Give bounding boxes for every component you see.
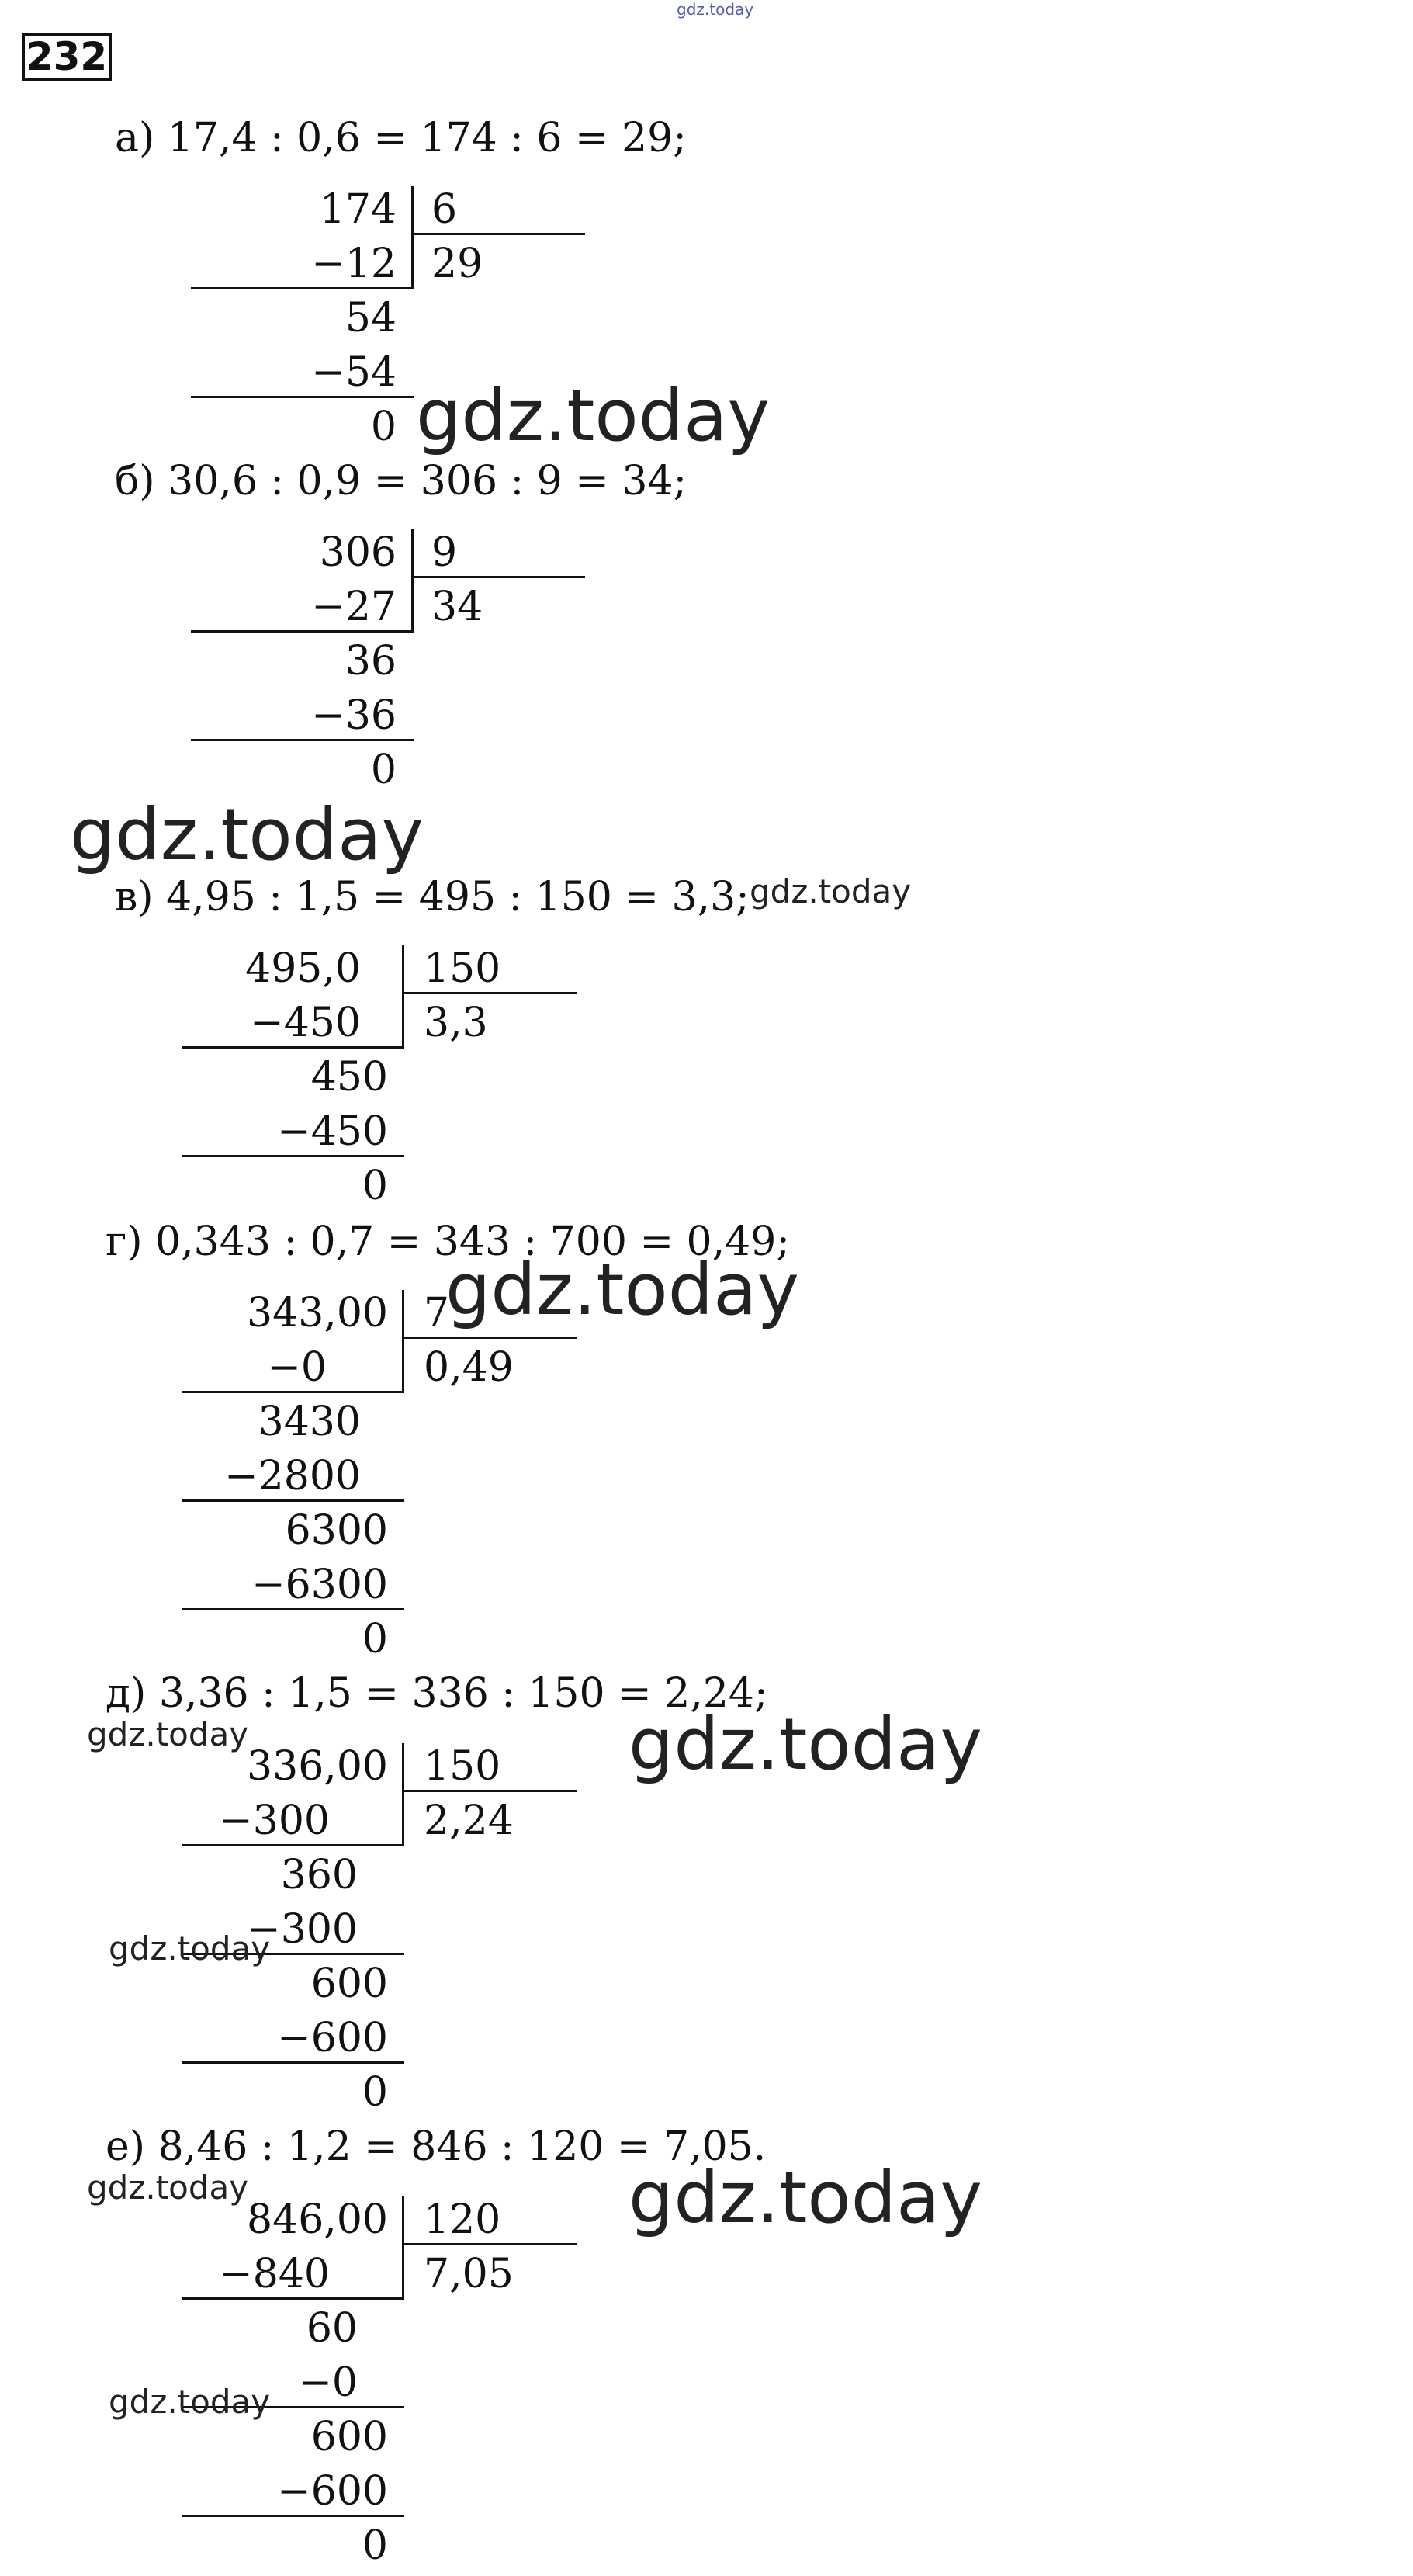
division-bar bbox=[402, 2196, 404, 2299]
quotient: 0,49 bbox=[424, 1344, 514, 1391]
step-underline bbox=[182, 1608, 404, 1610]
dividend: 343,00 bbox=[247, 1290, 388, 1337]
watermark: gdz.today bbox=[629, 2156, 982, 2239]
divisor: 9 bbox=[431, 529, 458, 576]
quotient-line bbox=[402, 1790, 577, 1792]
quotient-line bbox=[402, 992, 577, 994]
divisor: 6 bbox=[431, 186, 458, 233]
equation-e: е) 8,46 : 1,2 = 846 : 120 = 7,05. bbox=[106, 2124, 767, 2170]
dividend: 174 bbox=[319, 186, 397, 233]
divisor: 120 bbox=[424, 2196, 501, 2243]
watermark: gdz.today bbox=[750, 872, 912, 910]
step-underline bbox=[182, 1844, 404, 1846]
remainder: 0 bbox=[362, 1163, 388, 1209]
equation-a: а) 17,4 : 0,6 = 174 : 6 = 29; bbox=[115, 115, 687, 161]
step-underline bbox=[182, 2061, 404, 2064]
equation-d: д) 3,36 : 1,5 = 336 : 150 = 2,24; bbox=[106, 1670, 768, 1717]
step: −600 bbox=[277, 2015, 388, 2061]
watermark: gdz.today bbox=[70, 793, 424, 876]
dividend: 495,0 bbox=[245, 945, 361, 992]
step-underline bbox=[182, 1155, 404, 1157]
quotient: 3,3 bbox=[424, 1000, 488, 1046]
watermark: gdz.today bbox=[629, 1703, 982, 1786]
step: −450 bbox=[250, 1000, 361, 1046]
step: 360 bbox=[280, 1852, 358, 1898]
step: −600 bbox=[277, 2468, 388, 2515]
quotient-line bbox=[402, 1337, 577, 1339]
step: −36 bbox=[311, 692, 397, 739]
watermark: gdz.today bbox=[109, 2383, 271, 2421]
step: −300 bbox=[219, 1798, 330, 1844]
dividend: 336,00 bbox=[247, 1743, 388, 1790]
dividend: 306 bbox=[319, 529, 397, 576]
step: 600 bbox=[310, 2414, 388, 2460]
step: −54 bbox=[311, 349, 397, 396]
division-bar bbox=[411, 186, 414, 289]
step: 3430 bbox=[258, 1399, 361, 1445]
division-bar bbox=[402, 945, 404, 1048]
watermark: gdz.today bbox=[109, 1929, 271, 1968]
step: −2800 bbox=[224, 1453, 361, 1499]
equation-g: г) 0,343 : 0,7 = 343 : 700 = 0,49; bbox=[106, 1219, 790, 1265]
watermark: gdz.today bbox=[445, 1248, 799, 1331]
step-underline bbox=[191, 630, 414, 633]
division-bar bbox=[402, 1290, 404, 1392]
step: −840 bbox=[219, 2251, 330, 2297]
quotient: 29 bbox=[431, 241, 483, 287]
step: −27 bbox=[311, 584, 397, 630]
divisor: 7 bbox=[424, 1290, 450, 1337]
watermark: gdz.today bbox=[87, 2169, 249, 2207]
step: 54 bbox=[345, 295, 397, 342]
remainder: 0 bbox=[362, 2522, 388, 2569]
dividend: 846,00 bbox=[247, 2196, 388, 2243]
step: 6300 bbox=[285, 1507, 388, 1554]
step-underline bbox=[182, 1499, 404, 1502]
equation-b: б) 30,6 : 0,9 = 306 : 9 = 34; bbox=[115, 458, 687, 504]
step: 36 bbox=[345, 638, 397, 685]
remainder: 0 bbox=[362, 1616, 388, 1662]
task-number-badge: 232 bbox=[22, 33, 112, 81]
step-underline bbox=[182, 2297, 404, 2300]
step: −300 bbox=[247, 1906, 358, 1953]
quotient-line bbox=[411, 233, 585, 235]
remainder: 0 bbox=[370, 404, 397, 450]
watermark: gdz.today bbox=[416, 374, 770, 457]
step: 600 bbox=[310, 1961, 388, 2007]
step-underline bbox=[191, 287, 414, 289]
step: 450 bbox=[310, 1054, 388, 1101]
divisor: 150 bbox=[424, 1743, 501, 1790]
equation-v: в) 4,95 : 1,5 = 495 : 150 = 3,3; bbox=[115, 874, 750, 920]
step-underline bbox=[182, 1046, 404, 1049]
divisor: 150 bbox=[424, 945, 501, 992]
quotient: 34 bbox=[431, 584, 483, 630]
step: −0 bbox=[267, 1344, 327, 1391]
remainder: 0 bbox=[362, 2069, 388, 2116]
step: 60 bbox=[306, 2305, 358, 2352]
division-bar bbox=[402, 1743, 404, 1846]
quotient: 7,05 bbox=[424, 2251, 514, 2297]
quotient: 2,24 bbox=[424, 1798, 514, 1844]
step: −6300 bbox=[251, 1562, 388, 1608]
quotient-line bbox=[411, 576, 585, 578]
step: −0 bbox=[298, 2359, 358, 2406]
step-underline bbox=[191, 739, 414, 741]
step-underline bbox=[191, 396, 414, 398]
step: −450 bbox=[277, 1108, 388, 1155]
step: −12 bbox=[311, 241, 397, 287]
remainder: 0 bbox=[370, 747, 397, 793]
top-watermark: gdz.today bbox=[677, 0, 754, 19]
step-underline bbox=[182, 1391, 404, 1393]
step-underline bbox=[182, 2515, 404, 2517]
quotient-line bbox=[402, 2243, 577, 2245]
division-bar bbox=[411, 529, 414, 632]
watermark: gdz.today bbox=[87, 1715, 249, 1753]
